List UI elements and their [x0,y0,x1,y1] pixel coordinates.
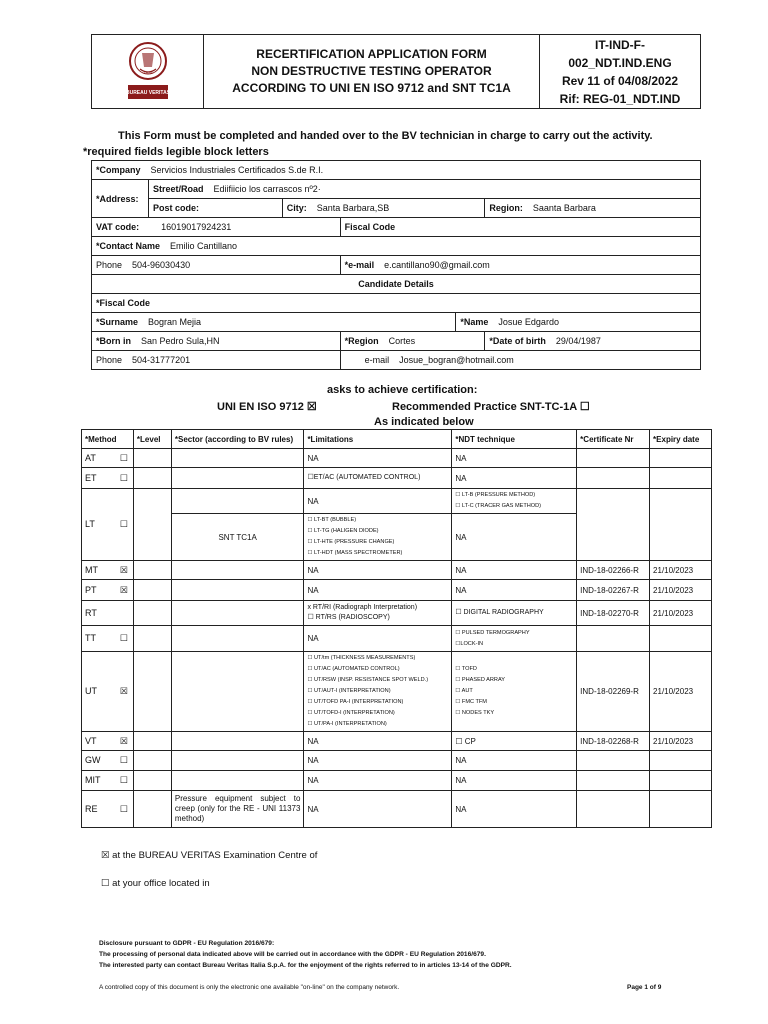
checkbox[interactable]: ☒ [119,564,128,575]
expiry-cell: 21/10/2023 [650,561,712,580]
checkbox[interactable]: ☐ [119,803,128,814]
limitations-cell: NA [304,489,452,514]
certificate-cell [577,751,650,771]
methods-table [81,429,712,828]
sector-cell[interactable] [171,449,304,468]
table-row [82,732,712,751]
table-row [82,652,712,732]
street-field[interactable]: Street/Road Ediifiicio los carrascos nº2· [148,180,700,199]
company-email-field[interactable]: *e-mail e.cantillano90@gmail.com [340,256,700,275]
bureau-veritas-logo [126,41,170,103]
contact-name-field[interactable]: *Contact Name Emilio Cantillano [92,237,701,256]
candidate-phone-field[interactable]: Phone 504-31777201 [92,351,341,370]
limitations-cell: NA [304,771,452,791]
table-row [82,791,712,828]
certificate-cell: IND-18-02268-R [577,732,650,751]
limitations-cell: NA [304,732,452,751]
sector-cell[interactable] [171,601,304,626]
candidate-region-field[interactable]: *Region Cortes [340,332,485,351]
ndt-cell: ☐ TOFD ☐ PHASED ARRAY ☐ AUT ☐ FMC TFM ☐ NODES TKY [452,652,577,732]
checkbox[interactable]: ☒ [119,735,128,746]
table-row [82,561,712,580]
certificate-cell [577,489,650,561]
form-title [204,35,540,108]
expiry-cell [650,449,712,468]
as-indicated-below: As indicated below [374,416,474,428]
option-snt-tc-1a[interactable]: Recommended Practice SNT-TC-1A ☐ [392,401,590,413]
checkbox[interactable]: ☐ [119,775,128,785]
limitations-cell: NA [304,449,452,468]
checkbox[interactable]: ☐ [119,633,128,643]
disclosure-line-3: The interested party can contact Bureau Veritas Italia S.p.A. for the enjoyment of the rights referred to in articles 13-14 of the GDPR. [99,962,512,969]
method-mit[interactable]: MIT ☐ [82,771,134,791]
date-of-birth-field[interactable]: *Date of birth 29/04/1987 [485,332,701,351]
ref-line-3: Rev 11 of 04/08/2022 [561,73,679,88]
header-expiry: *Expiry date [650,430,712,449]
sector-cell[interactable] [171,561,304,580]
expiry-cell [650,791,712,828]
applicant-details-table [91,160,701,370]
limitations-cell: NA [304,791,452,828]
exam-at-your-office[interactable]: ☐ at your office located in [101,878,210,889]
table-row [82,751,712,771]
level-cell[interactable] [133,751,171,771]
limitations-cell: x RT/RI (Radiograph Interpretation) ☐ RT/RS (RADIOSCOPY) [304,601,452,626]
checkbox[interactable]: ☐ [119,452,128,463]
vat-field[interactable]: VAT code: 16019017924231 [92,218,341,237]
certificate-cell: IND-18-02267-R [577,580,650,601]
method-gw[interactable]: GW ☐ [82,751,134,771]
level-cell[interactable] [133,732,171,751]
certificate-cell: IND-18-02269-R [577,652,650,732]
table-row [82,468,712,489]
company-phone-field[interactable]: Phone 504-96030430 [92,256,341,275]
table-row [82,626,712,652]
level-cell[interactable] [133,771,171,791]
level-cell[interactable] [133,489,171,561]
born-in-field[interactable]: *Born in San Pedro Sula,HN [92,332,341,351]
table-row [82,580,712,601]
address-label: *Address: [92,180,149,218]
level-cell[interactable] [133,601,171,626]
expiry-cell [650,751,712,771]
level-cell[interactable] [133,449,171,468]
level-cell[interactable] [133,652,171,732]
candidate-email-field[interactable]: e-mail Josue_bogran@hotmail.com [340,351,700,370]
name-field[interactable]: *Name Josue Edgardo [456,313,701,332]
form-reference [540,35,700,108]
title-line-1: RECERTIFICATION APPLICATION FORM [256,47,487,61]
candidate-section-title: Candidate Details [92,275,701,294]
method-mt[interactable]: MT ☒ [82,561,134,580]
form-header [91,34,701,109]
header-level: *Level [133,430,171,449]
certificate-cell [577,771,650,791]
level-cell[interactable] [133,626,171,652]
expiry-cell: 21/10/2023 [650,652,712,732]
ndt-cell: NA [452,468,577,489]
header-method: *Method [82,430,134,449]
table-row [82,489,712,514]
limitations-cell: ☐ LT-BT (BUBBLE) ☐ LT-TG (HALIGEN DIODE) ☐ LT-HTE (PRESSURE CHANGE) ☐ LT-HDT (MASS SPECTROMETER) [304,514,452,561]
sector-cell[interactable] [171,468,304,489]
ndt-cell: NA [452,580,577,601]
ndt-cell: NA [452,449,577,468]
limitations-cell: ☐ET/AC (AUTOMATED CONTROL) [304,468,452,489]
logo-cell [92,35,204,108]
table-row [82,449,712,468]
ndt-cell: ☐ LT-B (PRESSURE METHOD) ☐ LT-C (TRACER GAS METHOD) [452,489,577,514]
region-field[interactable]: Region: Saanta Barbara [485,199,701,218]
certificate-cell: IND-18-02266-R [577,561,650,580]
ref-line-1: IT-IND-F- [595,37,645,52]
sector-cell[interactable] [171,652,304,732]
sector-cell[interactable] [171,626,304,652]
certificate-cell [577,449,650,468]
table-row [82,601,712,626]
expiry-cell [650,626,712,652]
checkbox[interactable]: ☐ [119,519,128,529]
method-at[interactable]: AT ☐ [82,449,134,468]
sector-snt-tc1a: SNT TC1A [171,514,304,561]
header-certificate: *Certificate Nr [577,430,650,449]
footer-note: A controlled copy of this document is only the electronic one available "on-line" on the company network. [99,984,400,991]
ndt-cell: NA [452,561,577,580]
surname-field[interactable]: *Surname Bogran Mejia [92,313,456,332]
method-ut[interactable]: UT ☒ [82,652,134,732]
certificate-cell [577,468,650,489]
ndt-cell: NA [452,791,577,828]
sector-cell[interactable] [171,580,304,601]
candidate-fiscal-code-field[interactable]: *Fiscal Code [92,294,701,313]
sector-cell[interactable] [171,751,304,771]
certificate-cell [577,626,650,652]
checkbox[interactable]: ☒ [119,686,128,696]
limitations-cell: NA [304,580,452,601]
ndt-cell: ☐ DIGITAL RADIOGRAPHY [452,601,577,626]
limitations-cell: NA [304,751,452,771]
method-rt[interactable]: RT [82,601,134,626]
ndt-cell: NA [452,771,577,791]
exam-at-bv-centre[interactable]: ☒ at the BUREAU VERITAS Examination Centre of [101,850,318,861]
ndt-cell: NA [452,514,577,561]
limitations-cell: NA [304,626,452,652]
method-et[interactable]: ET ☐ [82,468,134,489]
method-tt[interactable]: TT ☐ [82,626,134,652]
method-re[interactable]: RE ☐ [82,791,134,828]
expiry-cell: 21/10/2023 [650,580,712,601]
fiscal-code-field[interactable]: Fiscal Code [340,218,700,237]
level-cell[interactable] [133,580,171,601]
certificate-cell: IND-18-02270-R [577,601,650,626]
company-field[interactable]: *Company Servicios Industriales Certificados S.de R.I. [92,161,701,180]
option-iso-9712[interactable]: UNI EN ISO 9712 ☒ [217,401,317,413]
logo-year: 1828 [143,69,152,75]
intro-required-note: *required fields legible block letters [83,146,269,158]
logo-text: BUREAU VERITAS [125,89,170,96]
sector-cell[interactable] [171,489,304,514]
title-line-2: NON DESTRUCTIVE TESTING OPERATOR [251,64,492,78]
ref-line-2: 002_NDT.IND.ENG [568,55,672,70]
level-cell[interactable] [133,791,171,828]
sector-cell[interactable] [171,732,304,751]
header-limitations: *Limitations [304,430,452,449]
certification-request: asks to achieve certification: [327,384,478,396]
limitations-cell: ☐ UT/tm (THICKNESS MEASUREMENTS) ☐ UT/AC (AUTOMATED CONTROL) ☐ UT/RSW (INSP. RESISTANCE SPOT WELD.) ☐ UT/AUT-I (INTERPRETATION) ☐ UT/TOFD PA-I (INTERPRETATION) ☐ UT/TOFD-I (INTERPRETATION) ☐ UT/PA-I (INTERPRETATION) [304,652,452,732]
gdpr-disclosure [99,938,512,971]
ref-line-4: Rif: REG-01_NDT.IND [559,91,681,106]
header-sector: *Sector (according to BV rules) [171,430,304,449]
re-sector-note: Pressure equipment subject to creep (only for the RE - UNI 11373 method) [171,791,304,828]
method-vt[interactable]: VT ☒ [82,732,134,751]
page-number: Page 1 of 9 [627,984,662,991]
methods-header-row [82,430,712,449]
certificate-cell [577,791,650,828]
expiry-cell [650,468,712,489]
ndt-cell: NA [452,751,577,771]
level-cell[interactable] [133,468,171,489]
header-ndt-technique: *NDT technique [452,430,577,449]
intro-instruction: This Form must be completed and handed over to the BV technician in charge to carry out the activity. [118,130,653,142]
method-lt[interactable]: LT ☐ [82,489,134,561]
postcode-field[interactable]: Post code: [148,199,282,218]
checkbox[interactable]: ☐ [119,755,128,765]
checkbox[interactable]: ☐ [119,472,128,483]
sector-cell[interactable] [171,771,304,791]
title-line-3: ACCORDING TO UNI EN ISO 9712 and SNT TC1A [232,81,511,95]
method-pt[interactable]: PT ☒ [82,580,134,601]
checkbox[interactable]: ☒ [119,584,128,595]
expiry-cell: 21/10/2023 [650,732,712,751]
ndt-cell: ☐ PULSED TERMOGRAPHY ☐LOCK-IN [452,626,577,652]
expiry-cell: 21/10/2023 [650,601,712,626]
expiry-cell [650,771,712,791]
level-cell[interactable] [133,561,171,580]
disclosure-line-2: The processing of personal data indicated above will be carried out in accordance with the GDPR - EU Regulation 2016/679. [99,951,486,958]
limitations-cell: NA [304,561,452,580]
expiry-cell [650,489,712,561]
disclosure-line-1: Disclosure pursuant to GDPR - EU Regulation 2016/679: [99,940,275,947]
city-field[interactable]: City: Santa Barbara,SB [282,199,485,218]
table-row [82,771,712,791]
ndt-cell: ☐ CP [452,732,577,751]
